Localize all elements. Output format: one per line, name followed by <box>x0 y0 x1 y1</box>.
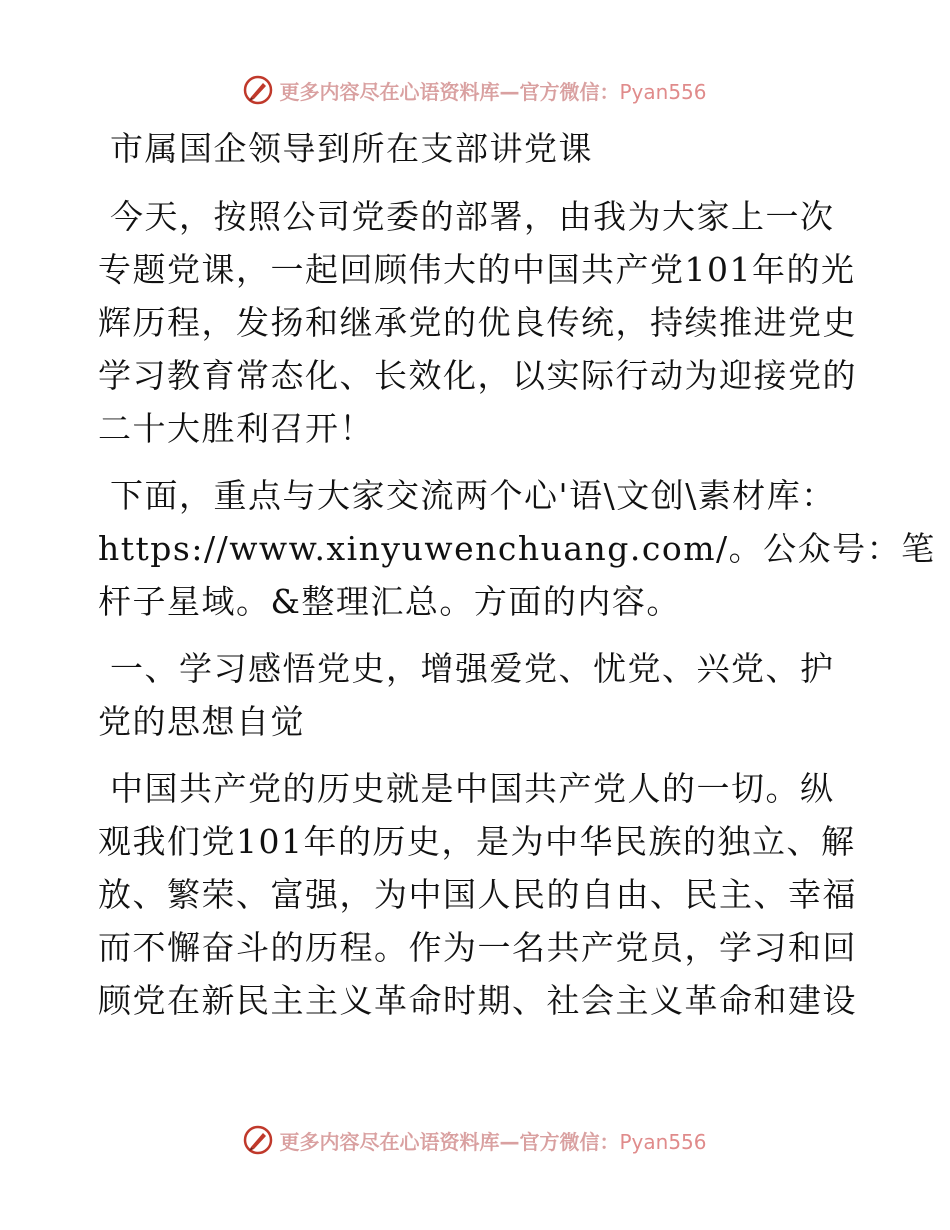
section-heading <box>98 642 858 748</box>
watermark-footer <box>0 1120 950 1160</box>
text-line: 观我们党101年的历史，是为中华民族的独立、解 <box>98 822 856 861</box>
text-line: 而不懈奋斗的历程。作为一名共产党员，学习和回 <box>98 928 857 967</box>
text-line: 下面，重点与大家交流两个心'语\文创\素材库： <box>110 476 836 515</box>
text-line: 杆子星域。&整理汇总。方面的内容。 <box>98 582 681 621</box>
document-title: 市属国企领导到所在支部讲党课 <box>110 129 593 168</box>
watermark-label <box>279 1126 706 1155</box>
text-line: 二十大胜利召开！ <box>98 409 374 448</box>
document-page <box>98 120 936 1027</box>
text-line: 今天，按照公司党委的部署，由我为大家上一次 <box>110 197 835 236</box>
watermark-text: 更多内容尽在心语资料库—官方微信： <box>279 79 620 104</box>
text-line: 党的思想自觉 <box>98 702 305 741</box>
text-line: 辉历程，发扬和继承党的优良传统，持续推进党史 <box>98 303 857 342</box>
text-line: 放、繁荣、富强，为中国人民的自由、民主、幸福 <box>98 875 857 914</box>
text-line: https://www.xinyuwenchuang.com/。公众号：笔 <box>98 529 936 568</box>
paragraph <box>98 469 936 628</box>
paragraph <box>98 762 858 1027</box>
watermark-label <box>279 76 706 105</box>
text-line: 顾党在新民主主义革命时期、社会主义革命和建设 <box>98 981 857 1020</box>
text-line: 中国共产党的历史就是中国共产党人的一切。纵 <box>110 769 835 808</box>
pen-logo-icon <box>243 1125 273 1155</box>
paragraph <box>98 190 858 455</box>
text-line: 学习教育常态化、长效化，以实际行动为迎接党的 <box>98 356 857 395</box>
watermark-header <box>0 70 950 110</box>
text-line: 专题党课，一起回顾伟大的中国共产党101年的光 <box>98 250 856 289</box>
watermark-wechat-id: Pyan556 <box>619 79 707 104</box>
watermark-text: 更多内容尽在心语资料库—官方微信： <box>279 1129 620 1154</box>
text-line: 一、学习感悟党史，增强爱党、忧党、兴党、护 <box>110 649 835 688</box>
pen-logo-icon <box>243 75 273 105</box>
watermark-wechat-id: Pyan556 <box>619 1129 707 1154</box>
